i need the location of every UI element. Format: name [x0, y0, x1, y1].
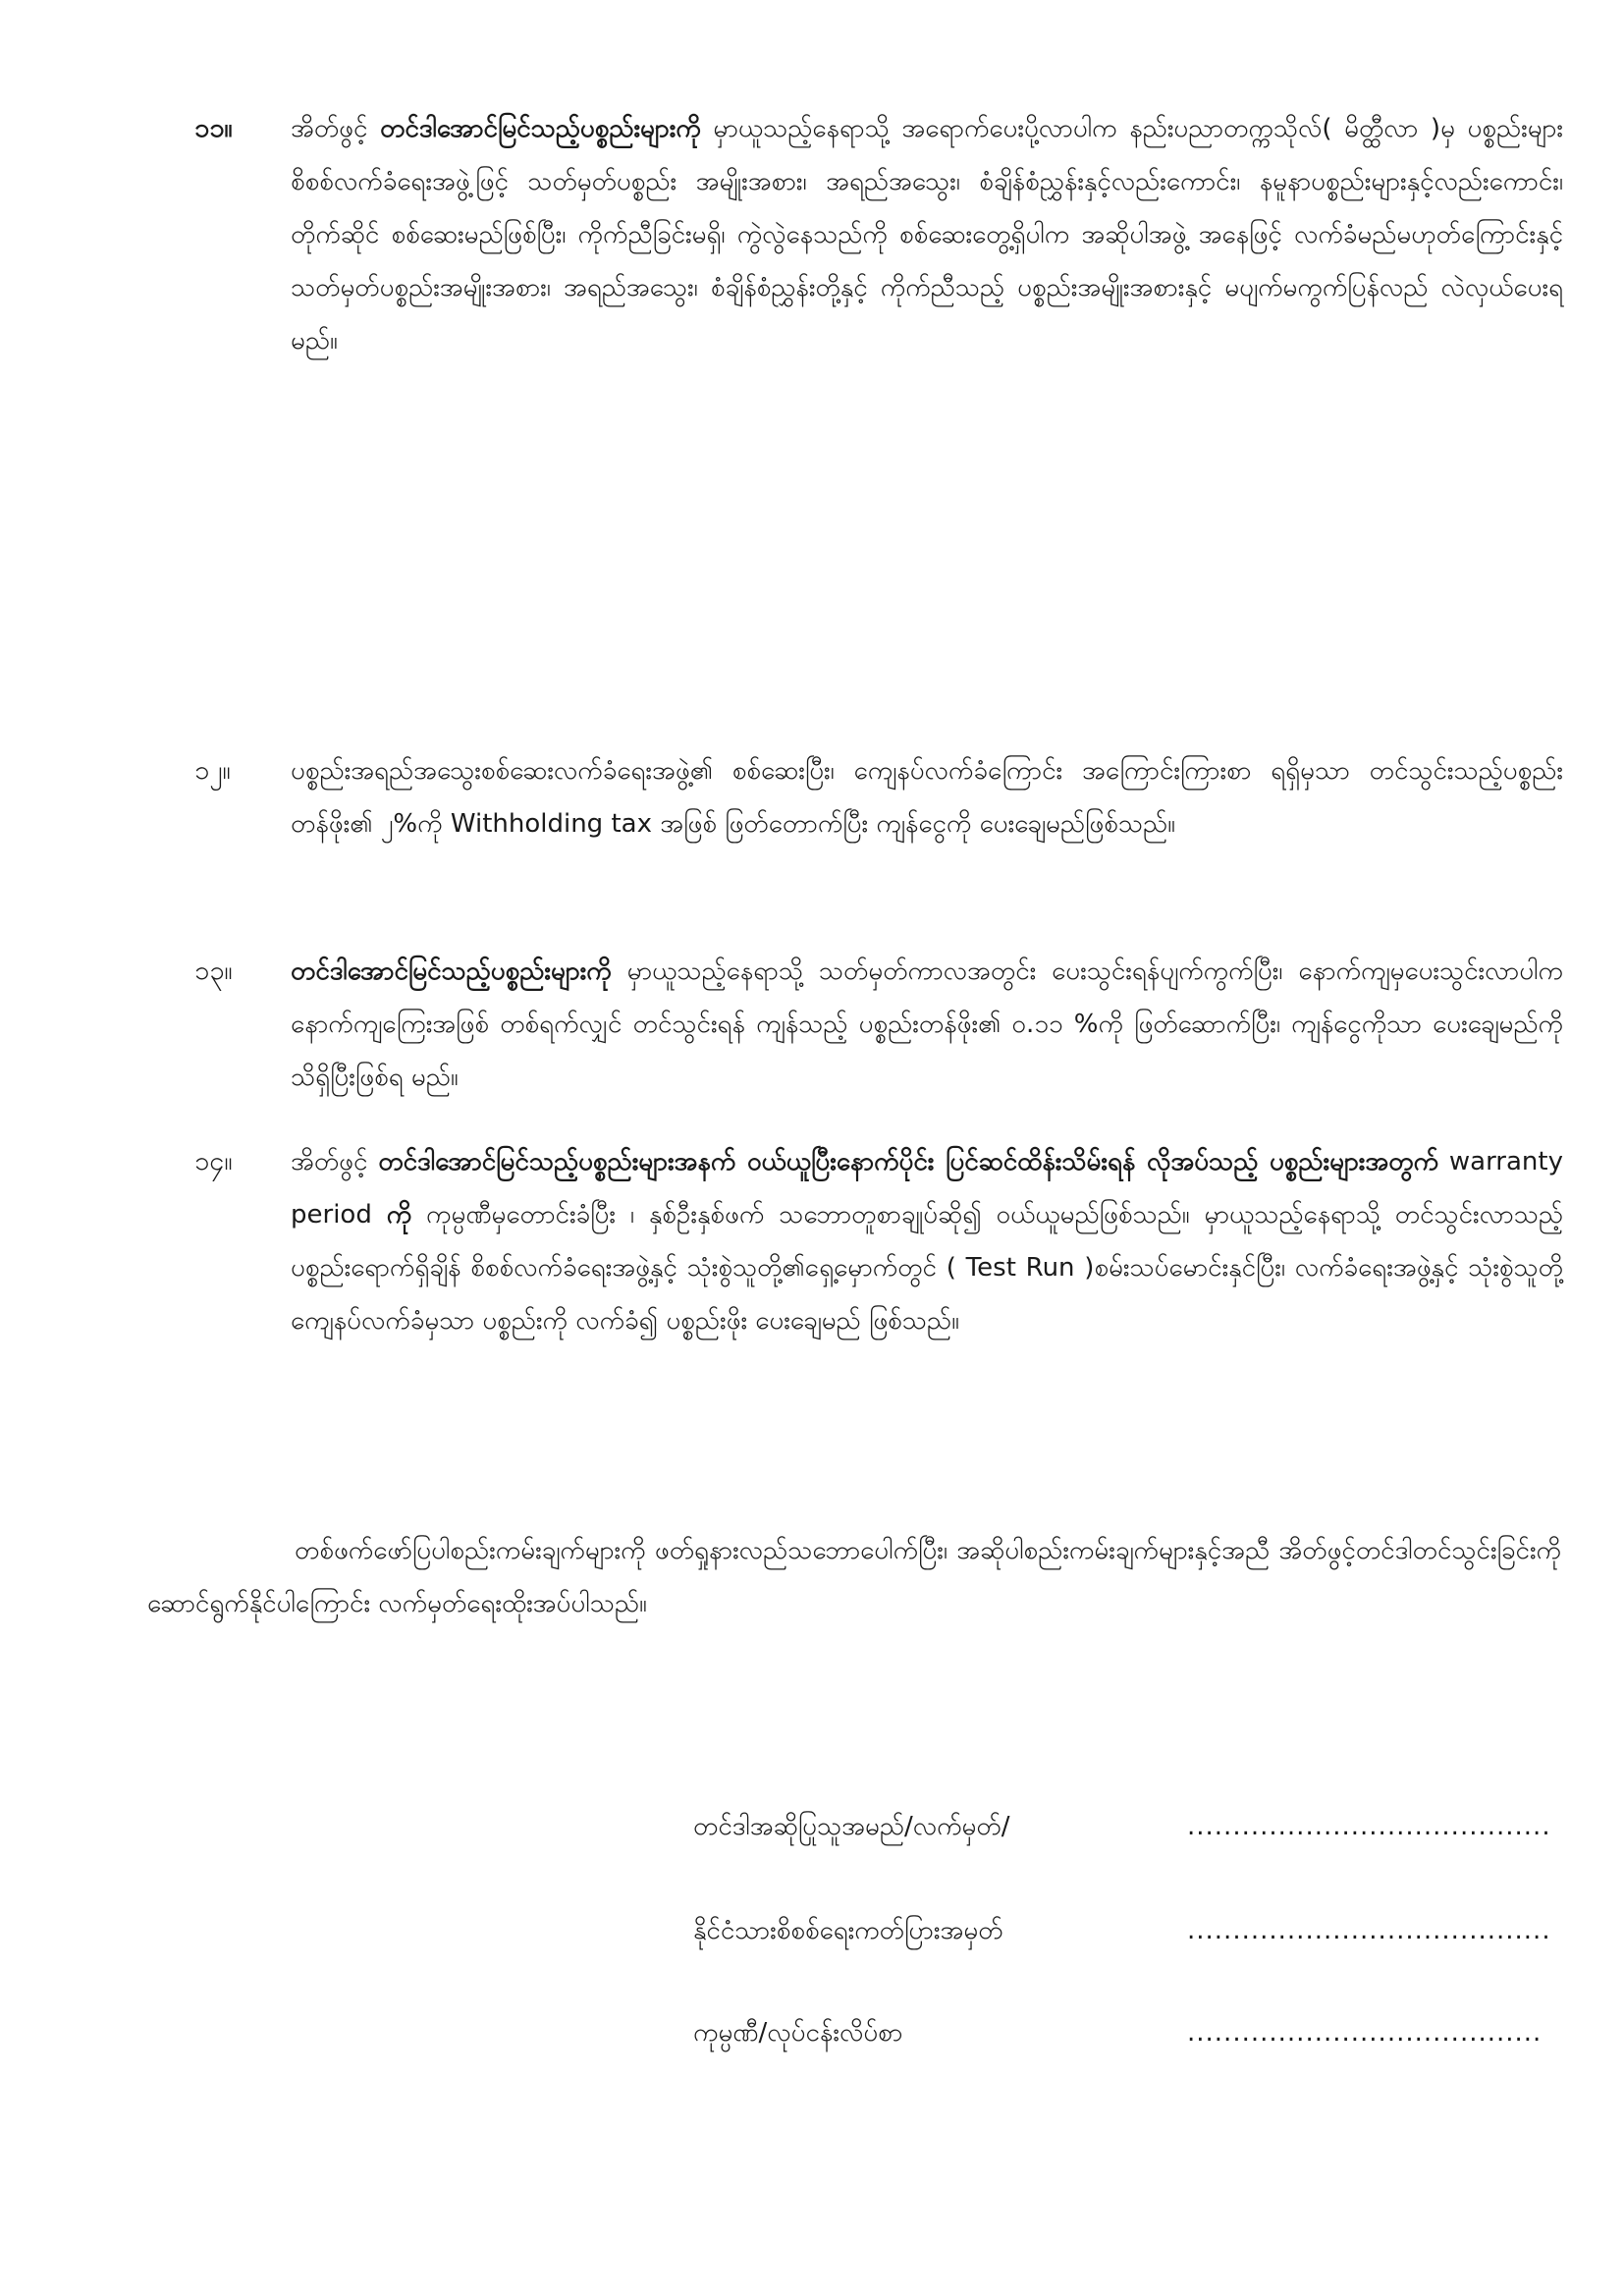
clause-text — [291, 744, 1563, 850]
clause-text-run: အိတ်ဖွင့် — [291, 114, 381, 143]
signature-label: တင်ဒါအဆိုပြုသူအမည်/လက်မှတ်/ — [693, 1812, 1010, 1841]
clause-13 — [194, 945, 1569, 1112]
clause-number: ၁၃။ — [194, 956, 233, 986]
clause-text-bold: တင်ဒါအောင်မြင်သည့်ပစ္စည်းများကို — [380, 114, 701, 143]
signature-blank: ........................................ — [1187, 1916, 1551, 1945]
clause-text — [291, 102, 1563, 367]
signature-blank: ....................................... — [1187, 2018, 1543, 2048]
clause-text — [291, 945, 1563, 1104]
clause-text-run: မှာယူသည့်နေရာသို့ အရောက်ပေးပို့လာပါက နည်းပညာတက္ကသိုလ်( မိတ္ထီလာ )မှ ပစ္စည်းများစိစစ်လက်ခံရေးအဖွဲ့ဖြင့် သတ်မှတ်ပစ္စည်း အမျိုးအစား၊ အရည်အသွေး၊ စံချိန်စံညွှန်းနှင့်လည်းကောင်း၊ နမူနာပစ္စည်းများနှင့်လည်းကောင်း၊ တိုက်ဆိုင် စစ်ဆေးမည်ဖြစ်ပြီး၊ ကိုက်ညီခြင်းမရှိ၊ ကွဲလွဲနေသည်ကို စစ်ဆေးတွေ့ရှိပါက အဆိုပါအဖွဲ့ အနေဖြင့် လက်ခံမည်မဟုတ်ကြောင်းနှင့် သတ်မှတ်ပစ္စည်းအမျိုးအစား၊ အရည်အသွေး၊ စံချိန်စံညွှန်းတို့နှင့် ကိုက်ညီသည့် ပစ္စည်းအမျိုးအစားနှင့် မပျက်မကွက်ပြန်လည် လဲလှယ်ပေးရမည်။ — [291, 114, 1563, 355]
signature-label: နိုင်ငံသားစိစစ်ရေးကတ်ပြားအမှတ် — [693, 1916, 1003, 1945]
clause-text — [291, 1135, 1563, 1347]
clause-number: ၁၂။ — [194, 755, 231, 786]
clause-text-bold: ကို — [386, 1200, 412, 1230]
signature-row-address — [693, 2003, 1543, 2062]
clause-text-run: warranty period — [291, 1147, 1563, 1230]
clause-11 — [194, 102, 1569, 436]
clause-text-run: အိတ်ဖွင့် — [291, 1147, 379, 1176]
clause-text-bold: တင်ဒါအောင်မြင်သည့်ပစ္စည်းများကို — [291, 957, 612, 986]
clause-text-run: ပစ္စည်းအရည်အသွေးစစ်ဆေးလက်ခံရေးအဖွဲ့၏ စစ်ဆေးပြီး၊ ကျေနပ်လက်ခံကြောင်း အကြောင်းကြားစာ ရရှိမှသာ တင်သွင်းသည့်ပစ္စည်းတန်ဖိုး၏ ၂%ကို Withholding tax အဖြစ် ဖြတ်တောက်ပြီး ကျန်ငွေကို ပေးချေမည်ဖြစ်သည်။ — [291, 756, 1563, 839]
closing-statement: တစ်ဖက်ဖော်ပြပါစည်းကမ်းချက်များကို ဖတ်ရှုနားလည်သဘောပေါက်ပြီး၊ အဆိုပါစည်းကမ်းချက်များနှင့်အညီ အိတ်ဖွင့်တင်ဒါတင်သွင်းခြင်းကို ဆောင်ရွက်နိုင်ပါကြောင်း လက်မှတ်ရေးထိုးအပ်ပါသည်။ — [147, 1536, 1561, 1618]
signature-row-id — [693, 1901, 1551, 1960]
signature-label: ကုမ္ပဏီ/လုပ်ငန်းလိပ်စာ — [693, 2018, 903, 2048]
clause-text-run: မှာယူသည့်နေရာသို့ သတ်မှတ်ကာလအတွင်း ပေးသွင်းရန်ပျက်ကွက်ပြီး၊ နောက်ကျမှပေးသွင်းလာပါက နောက်ကျကြေးအဖြစ် တစ်ရက်လျှင် တင်သွင်းရန် ကျန်သည့် ပစ္စည်းတန်ဖိုး၏ ၀.၁၁ %ကို ဖြတ်ဆောက်ပြီး၊ ကျန်ငွေကိုသာ ပေးချေမည်ကို သိရှိပြီးဖြစ်ရ မည်။ — [291, 957, 1563, 1092]
clause-14 — [194, 1135, 1569, 1469]
signature-blank: ........................................ — [1187, 1812, 1551, 1841]
clause-12 — [194, 744, 1569, 911]
clause-number: ၁၄။ — [194, 1146, 233, 1176]
clause-number: ၁၁။ — [194, 113, 233, 143]
signature-row-name — [693, 1797, 1551, 1856]
clause-text-bold: တင်ဒါအောင်မြင်သည့်ပစ္စည်းများအနက် ဝယ်ယူပြီးနောက်ပိုင်း ပြင်ဆင်ထိန်းသိမ်းရန် လိုအပ်သည့် ပစ္စည်းများအတွက် — [378, 1147, 1439, 1176]
clause-text-run: ကုမ္ပဏီမှတောင်းခံပြီး ၊ နှစ်ဦးနှစ်ဖက် သဘောတူစာချုပ်ဆို၍ ဝယ်ယူမည်ဖြစ်သည်။ မှာယူသည့်နေရာသို့ တင်သွင်းလာသည့် ပစ္စည်းရောက်ရှိချိန် စိစစ်လက်ခံရေးအဖွဲ့နှင့် သုံးစွဲသူတို့၏ရှေ့မှောက်တွင် ( Test Run )စမ်းသပ်မောင်းနှင်ပြီး၊ လက်ခံရေးအဖွဲ့နှင့် သုံးစွဲသူတို့ ကျေနပ်လက်ခံမှသာ ပစ္စည်းကို လက်ခံ၍ ပစ္စည်းဖိုး ပေးချေမည် ဖြစ်သည်။ — [291, 1200, 1564, 1336]
